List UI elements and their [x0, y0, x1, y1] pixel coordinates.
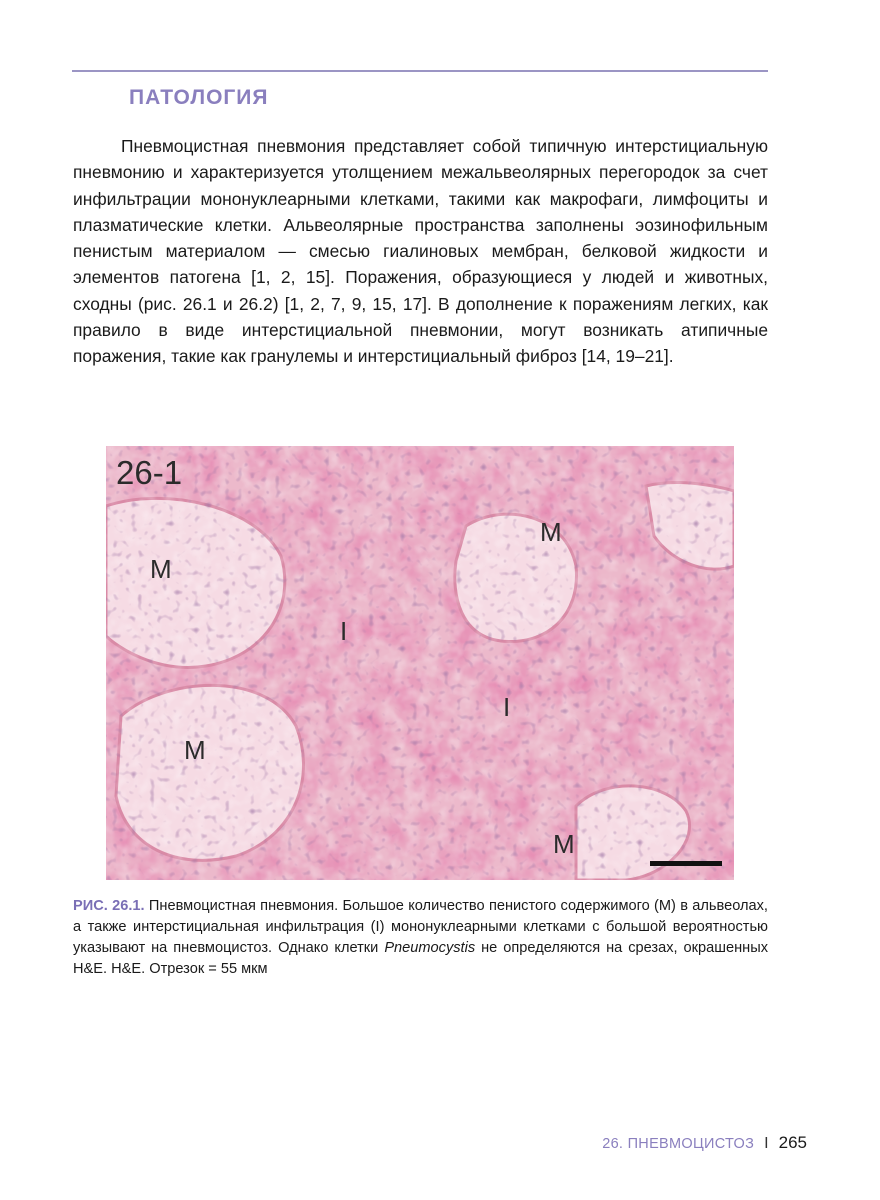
label-m-4: M: [553, 829, 575, 859]
label-i-2: I: [503, 692, 511, 722]
scale-bar: [650, 861, 722, 866]
label-m-2: M: [540, 517, 562, 547]
page-number: 265: [778, 1133, 807, 1152]
section-heading: ПАТОЛОГИЯ: [129, 86, 269, 109]
label-m-1: M: [150, 554, 172, 584]
figure-panel-id: 26-1: [116, 454, 183, 491]
caption-text-after: не определяются на срезах, окрашенных H&E. H&E. Отрезок = 55 мкм: [73, 940, 769, 977]
body-paragraph: Пневмоцистная пневмония представляет собой типичную интерстициальную пневмонию и характеризуется утолщением межальвеолярных перегородок за счет инфильтрации мононуклеарными клетками, такими как макрофаги, лимфоциты и плазматические клетки. Альвеолярные пространства заполнены эозинофильным пенистым материалом — смесью гиалиновых мембран, белковой жидкости и элементов патогена [1, 2, 15]. Поражения, образующиеся у людей и животных, сходны (рис. 26.1 и 26.2) [1, 2, 7, 9, 15, 17]. В дополнение к поражениям легких, как правило в виде интерстициальной пневмонии, могут возникать атипичные поражения, такие как гранулемы и интерстициальный фиброз [14, 19–21].: [73, 136, 768, 367]
top-rule: [72, 70, 768, 72]
figure-caption: [73, 896, 768, 980]
label-i-1: I: [340, 616, 348, 646]
caption-text-before: Пневмоцистная пневмония. Большое количество пенистого содержимого (M) в альвеолах, а также интерстициальная инфильтрация (I) мононуклеарными клетками с большой вероятностью указывают на пневмоцистоз. Однако клетки: [73, 898, 768, 956]
caption-label: РИС. 26.1.: [73, 898, 145, 914]
label-m-3: M: [184, 735, 206, 765]
footer-chapter: 26. ПНЕВМОЦИСТОЗ: [602, 1136, 755, 1152]
footer-separator: I: [764, 1135, 769, 1152]
micrograph-image: [106, 446, 734, 880]
page-footer: [602, 1133, 807, 1153]
caption-italic-term: Pneumocystis: [384, 940, 476, 956]
figure-micrograph: [106, 446, 734, 880]
